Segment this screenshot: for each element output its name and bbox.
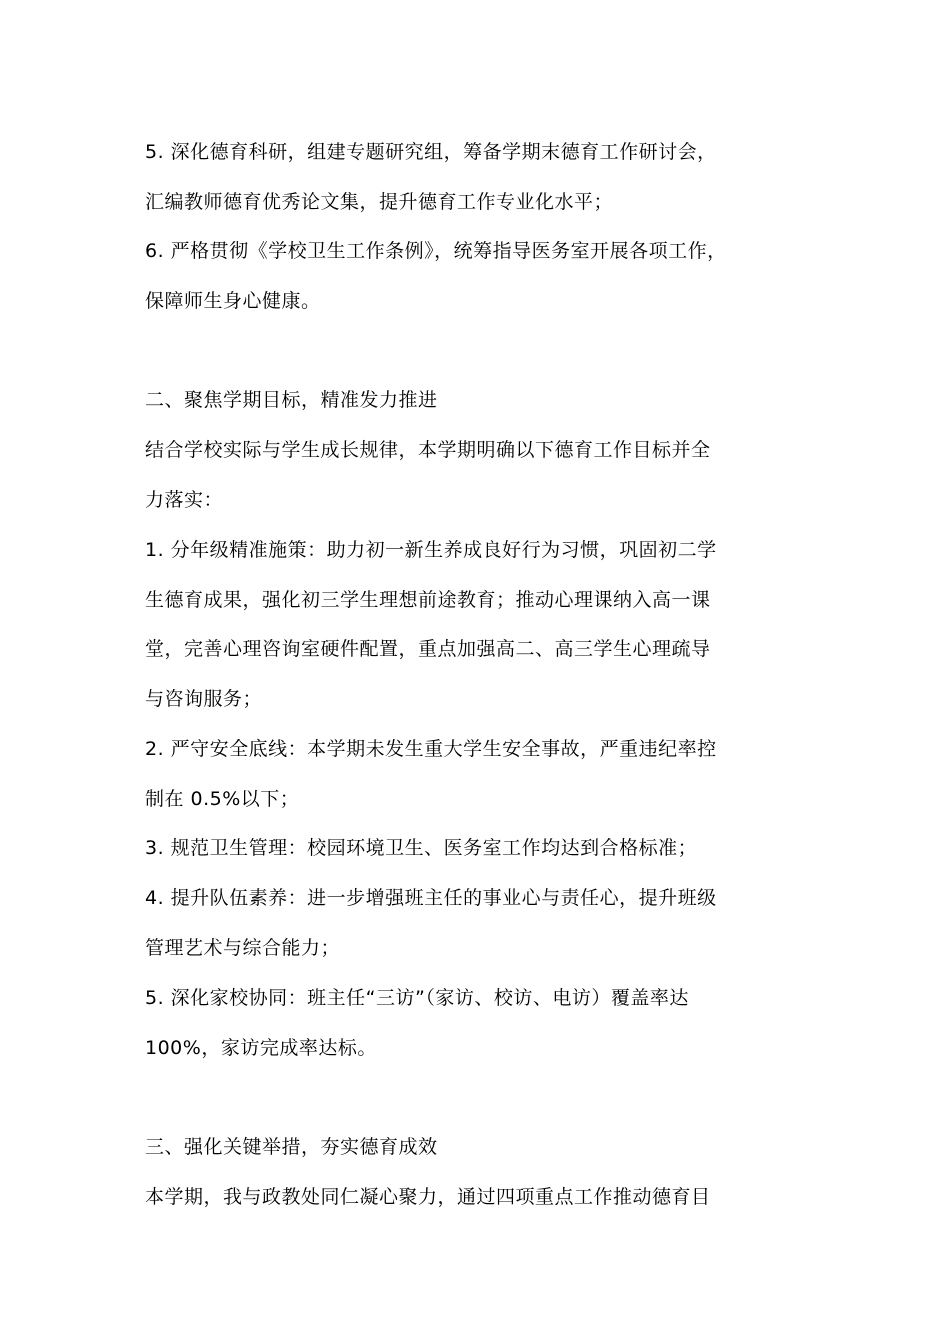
paragraph-line: 100%，家访完成率达标。 (145, 1037, 377, 1059)
paragraph-line: 管理艺术与综合能力； (145, 937, 341, 959)
paragraph-line: 力落实： (145, 489, 224, 511)
paragraph-line: 6. 严格贯彻《学校卫生工作条例》，统筹指导医务室开展各项工作， (145, 240, 727, 262)
paragraph-line: 制在 0.5%以下； (145, 788, 300, 810)
section-heading: 二、聚焦学期目标，精准发力推进 (145, 389, 438, 411)
paragraph-line: 与咨询服务； (145, 688, 263, 710)
paragraph-line: 本学期，我与政教处同仁凝心聚力，通过四项重点工作推动德育目 (145, 1186, 711, 1208)
paragraph-line: 5. 深化家校协同：班主任“三访”（家访、校访、电访）覆盖率达 (145, 987, 689, 1009)
paragraph-line: 5. 深化德育科研，组建专题研究组，筹备学期末德育工作研讨会， (145, 141, 717, 163)
paragraph-line: 生德育成果，强化初三学生理想前途教育；推动心理课纳入高一课 (145, 589, 711, 611)
paragraph-line: 2. 严守安全底线：本学期未发生重大学生安全事故，严重违纪率控 (145, 738, 717, 760)
paragraph-line: 汇编教师德育优秀论文集，提升德育工作专业化水平； (145, 191, 614, 213)
paragraph-line: 结合学校实际与学生成长规律，本学期明确以下德育工作目标并全 (145, 439, 711, 461)
paragraph-line: 1. 分年级精准施策：助力初一新生养成良好行为习惯，巩固初二学 (145, 539, 717, 561)
section-heading: 三、强化关键举措，夯实德育成效 (145, 1136, 438, 1158)
paragraph-line: 保障师生身心健康。 (145, 290, 321, 312)
paragraph-line: 堂，完善心理咨询室硬件配置，重点加强高二、高三学生心理疏导 (145, 638, 711, 660)
paragraph-line: 4. 提升队伍素养：进一步增强班主任的事业心与责任心，提升班级 (145, 887, 717, 909)
paragraph-line: 3. 规范卫生管理：校园环境卫生、医务室工作均达到合格标准； (145, 837, 698, 859)
